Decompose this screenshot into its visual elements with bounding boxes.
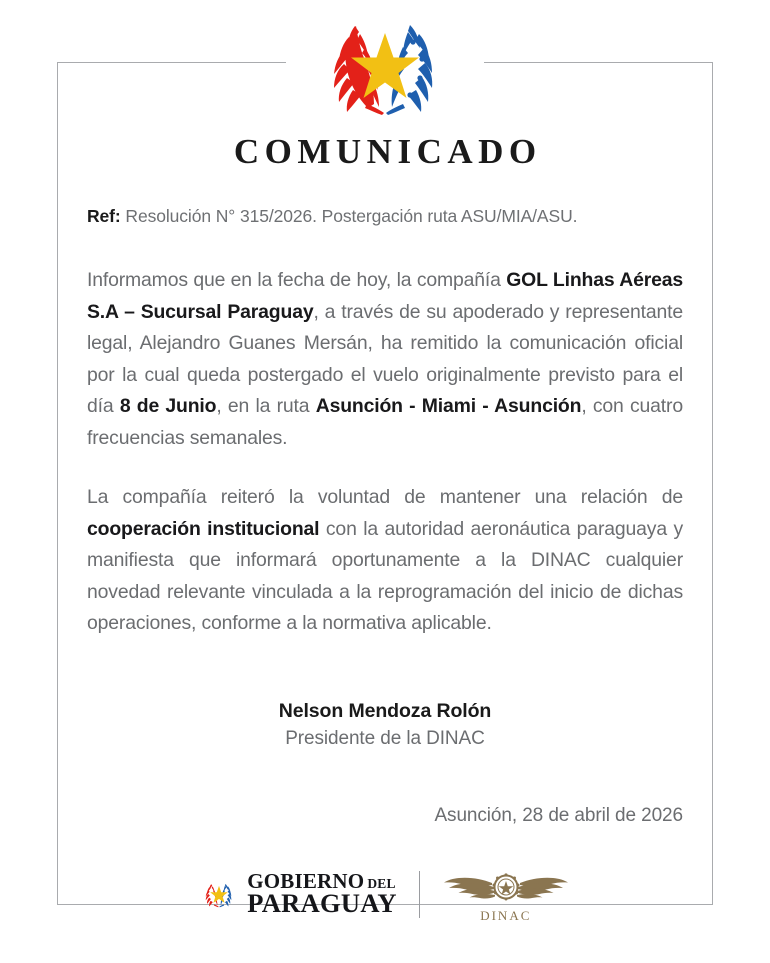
dinac-label: DINAC <box>480 908 532 923</box>
paraguay-coat-of-arms-small-icon <box>200 875 238 913</box>
paragraph-text: Informamos que en la fecha de hoy, la compañía <box>87 269 507 291</box>
reference-label: Ref: <box>87 206 121 226</box>
body-paragraphs <box>87 265 683 640</box>
body-paragraph <box>87 482 683 640</box>
footer-logos <box>0 866 770 922</box>
paragraph-text: , con cuatro frecuencias semanales. <box>87 395 683 449</box>
dinac-winged-emblem-icon <box>442 866 570 906</box>
page-title: COMUNICADO <box>233 132 542 171</box>
paragraph-text: con la autoridad aeronáutica paraguaya y manifiesta que informará oportunamente a la DINAC cualquier novedad relevante vinculada a la reprogramación del inicio de dichas operaciones, conforme a la normativa aplicable. <box>87 517 684 634</box>
place-and-date: Asunción, 28 de abril de 2026 <box>434 804 683 826</box>
footer-divider <box>419 871 420 918</box>
body-paragraph <box>87 265 683 454</box>
paraguay-coat-of-arms-icon <box>312 12 458 116</box>
government-word-del: DEL <box>367 875 396 891</box>
emphasis-text: cooperación institucional <box>87 517 320 540</box>
paragraph-text: La compañía reiteró la voluntad de mantener una relación de <box>87 486 683 508</box>
emblem-backdrop <box>286 12 484 116</box>
emphasis-text: 8 de Junio <box>119 395 217 417</box>
emphasis-text: GOL Linhas Aéreas S.A – Sucursal Paraguay <box>87 269 684 323</box>
signatory-role: Presidente de la DINAC <box>285 727 485 749</box>
government-word-paraguay: PARAGUAY <box>247 888 397 919</box>
government-logo <box>200 868 397 919</box>
government-word-gobierno: GOBIERNO <box>247 868 365 893</box>
paragraph-text: , en la ruta <box>216 395 316 417</box>
reference-text: Resolución N° 315/2026. Postergación ruta ASU/MIA/ASU. <box>120 206 578 226</box>
paragraph-text: , a través de su apoderado y representante legal, Alejandro Guanes Mersán, ha remitido la comunicación oficial por la cual queda postergado el vuelo originalmente previsto para el día <box>87 300 683 417</box>
header-emblem-container <box>0 12 770 116</box>
dinac-logo <box>442 866 570 922</box>
government-logo-text <box>247 868 397 919</box>
reference-line <box>87 206 683 227</box>
signature-block <box>87 698 683 753</box>
emphasis-text: Asunción - Miami - Asunción <box>315 395 582 417</box>
document-content <box>87 132 683 827</box>
signatory-name: Nelson Mendoza Rolón <box>278 699 492 722</box>
